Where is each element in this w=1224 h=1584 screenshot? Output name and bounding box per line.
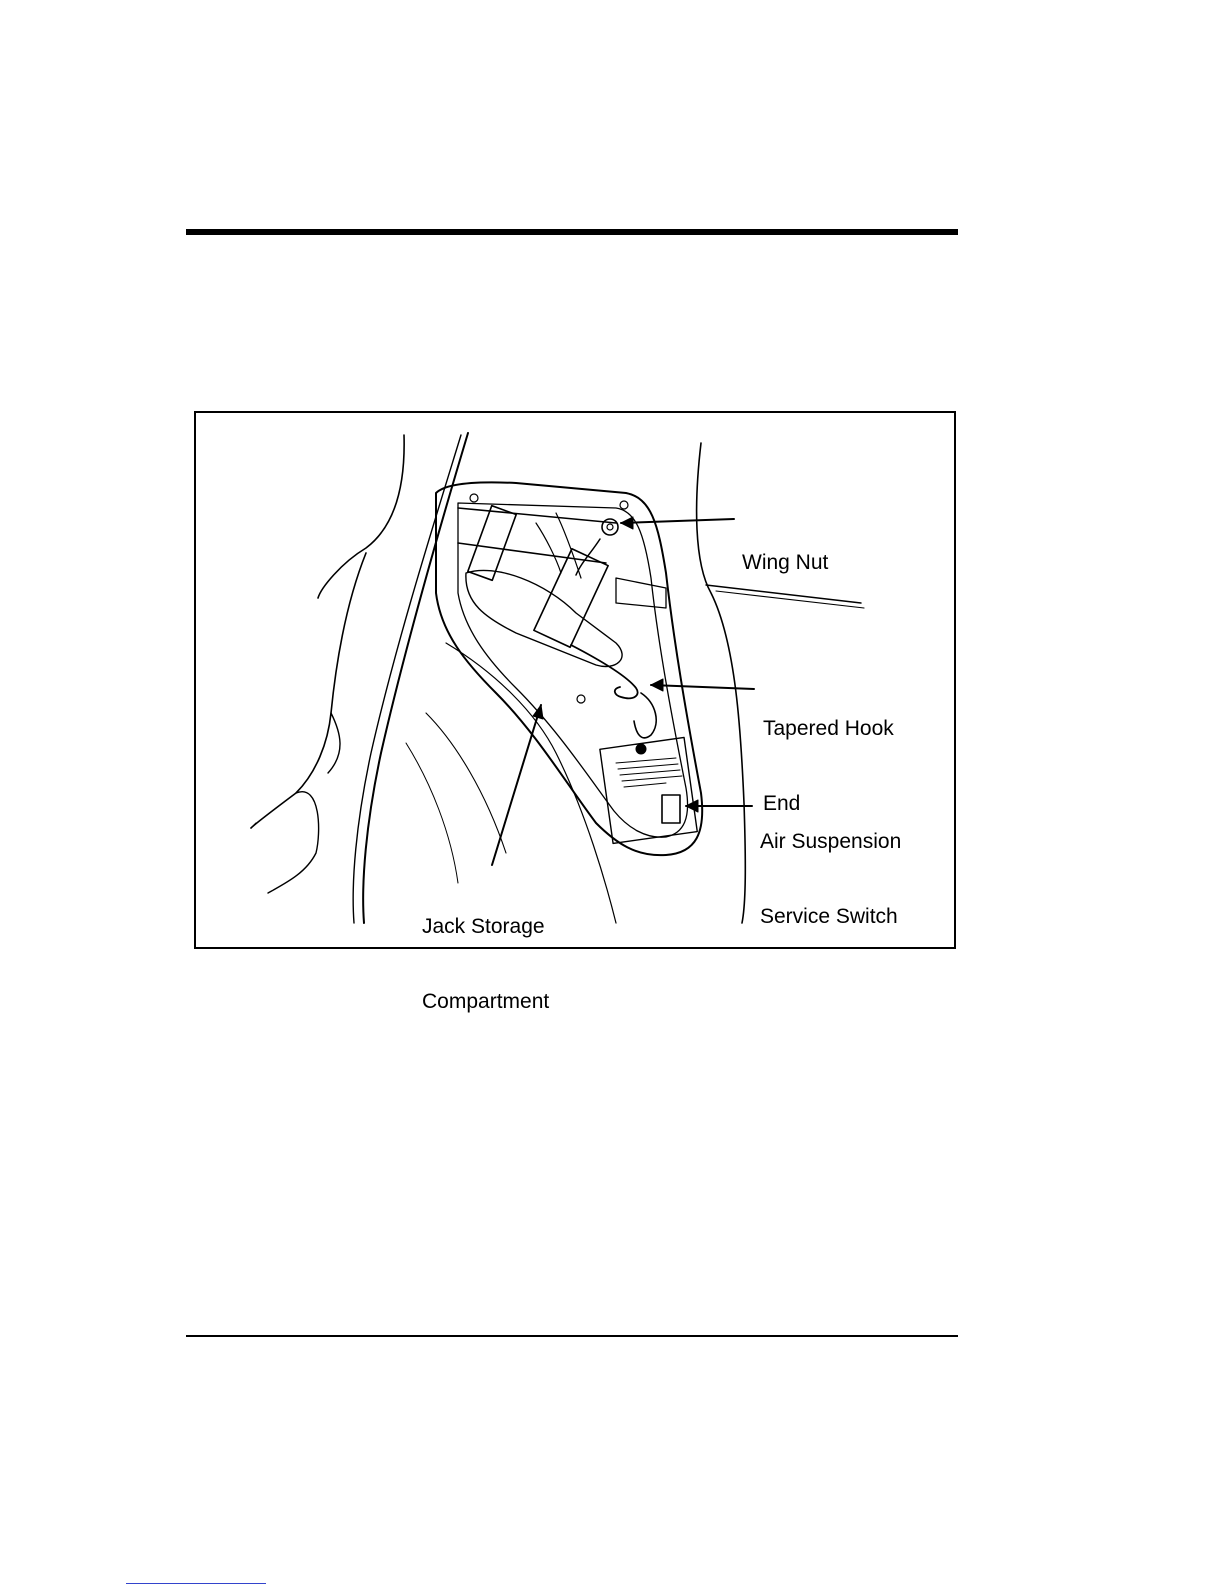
fastener-dot bbox=[577, 695, 585, 703]
pillar-outer bbox=[363, 433, 468, 923]
tapered-hook bbox=[571, 645, 638, 698]
wing-nut-leader bbox=[621, 519, 734, 523]
callout-jack-storage-line2: Compartment bbox=[422, 990, 550, 1013]
bottom-rule bbox=[186, 1335, 958, 1337]
wheel-arch-2 bbox=[426, 713, 506, 853]
jack-detail-2 bbox=[536, 523, 561, 573]
callout-air-suspension-service-switch bbox=[760, 779, 901, 979]
callout-tapered-hook-line2: End bbox=[763, 792, 801, 815]
callout-jack-storage-line1: Jack Storage bbox=[422, 915, 545, 938]
callout-wing-nut bbox=[742, 500, 828, 625]
floor-fold bbox=[268, 792, 319, 893]
right-panel-edge bbox=[697, 443, 746, 923]
jack-strap-right bbox=[534, 549, 608, 647]
callout-jack-storage-compartment bbox=[422, 864, 549, 1064]
quarter-panel-left-contour bbox=[318, 435, 404, 598]
jack-storage-figure bbox=[194, 411, 956, 1013]
service-switch-panel bbox=[600, 737, 697, 843]
jack-screw bbox=[616, 578, 666, 608]
callout-air-suspension-line1: Air Suspension bbox=[760, 830, 902, 853]
label-text-lines bbox=[616, 758, 682, 787]
switch-dot bbox=[636, 744, 646, 754]
lower-left-line bbox=[251, 823, 256, 828]
jack-storage-leader bbox=[492, 705, 541, 865]
wheel-arch-3 bbox=[406, 743, 458, 883]
body-left-edge bbox=[251, 553, 366, 828]
wing-nut-stem bbox=[576, 539, 600, 575]
tapered-hook-arrowhead bbox=[651, 679, 663, 691]
hook-grommet bbox=[634, 693, 656, 738]
screw-dot-1 bbox=[470, 494, 478, 502]
jack-arm-bottom bbox=[458, 543, 606, 563]
jack-strap-left bbox=[468, 506, 516, 581]
callout-wing-nut-line1: Wing Nut bbox=[742, 551, 829, 574]
service-switch bbox=[662, 795, 680, 823]
callout-tapered-hook-line1: Tapered Hook bbox=[763, 717, 894, 740]
wing-nut-shape bbox=[602, 519, 618, 535]
wing-nut-hole bbox=[607, 524, 613, 530]
wing-nut-arrowhead bbox=[621, 517, 633, 529]
jack-arm-top bbox=[458, 508, 616, 523]
top-rule bbox=[186, 229, 958, 235]
screw-dot-2 bbox=[620, 501, 628, 509]
callout-air-suspension-line2: Service Switch bbox=[760, 905, 898, 928]
